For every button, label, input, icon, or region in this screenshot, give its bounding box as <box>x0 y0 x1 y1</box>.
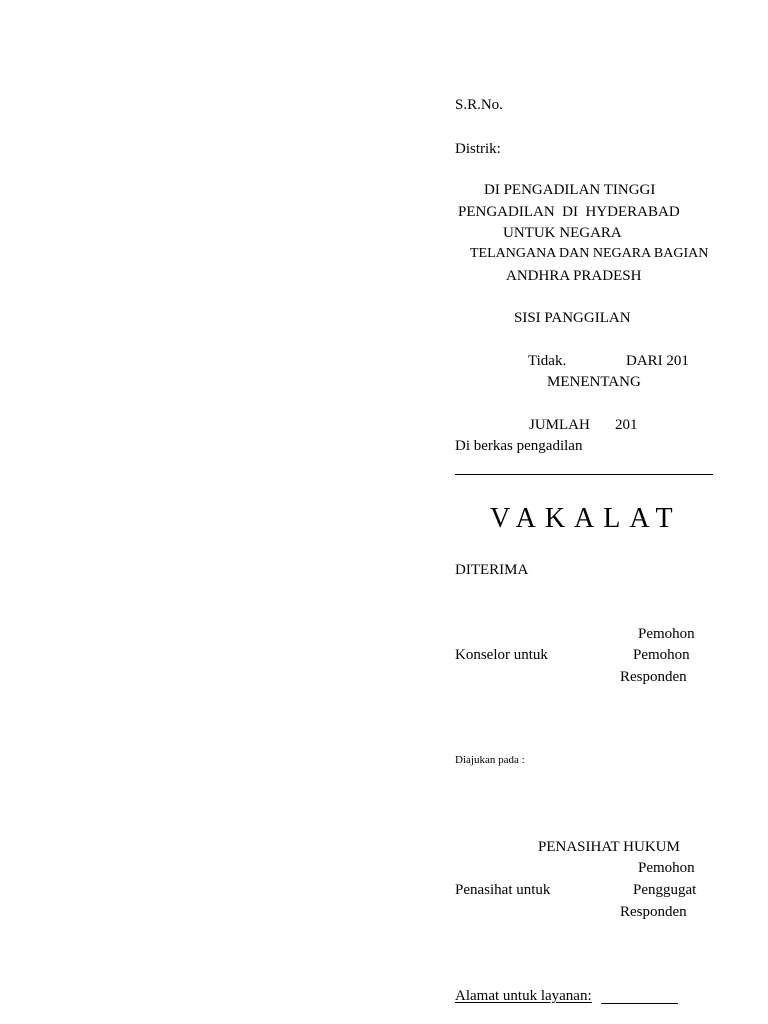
advisor-for-label: Penasihat untuk <box>455 882 551 898</box>
case-year-label: DARI 201 <box>626 353 689 369</box>
court-line-4: TELANGANA DAN NEGARA BAGIAN <box>470 246 709 261</box>
legal-role-3: Responden <box>620 904 687 920</box>
received-label: DITERIMA <box>455 562 529 578</box>
sr-no-label: S.R.No. <box>455 97 503 113</box>
court-line-2: PENGADILAN DI HYDERABAD <box>458 204 680 220</box>
service-address-label: Alamat untuk layanan: <box>455 988 592 1004</box>
court-line-3: UNTUK NEGARA <box>503 225 622 241</box>
district-label: Distrik: <box>455 141 501 157</box>
legal-role-1: Pemohon <box>638 860 695 876</box>
filed-on-label: Diajukan pada : <box>455 754 525 766</box>
court-line-5: ANDHRA PRADESH <box>506 268 642 284</box>
service-address-blank-line <box>601 1003 678 1004</box>
received-role-1: Pemohon <box>638 626 695 642</box>
received-role-2: Pemohon <box>633 647 690 663</box>
total-label: JUMLAH <box>529 417 590 433</box>
total-year-label: 201 <box>615 417 638 433</box>
case-number-label: Tidak. <box>528 353 567 369</box>
court-line-1: DI PENGADILAN TINGGI <box>484 182 656 198</box>
counsel-for-label: Konselor untuk <box>455 647 548 663</box>
divider-line <box>455 474 713 475</box>
versus-label: MENENTANG <box>547 374 641 390</box>
side-heading: SISI PANGGILAN <box>514 310 631 326</box>
court-file-label: Di berkas pengadilan <box>455 438 583 454</box>
received-role-3: Responden <box>620 669 687 685</box>
document-title: VAKALAT <box>490 503 682 534</box>
legal-role-2: Penggugat <box>633 882 697 898</box>
legal-advisor-heading: PENASIHAT HUKUM <box>538 839 680 855</box>
